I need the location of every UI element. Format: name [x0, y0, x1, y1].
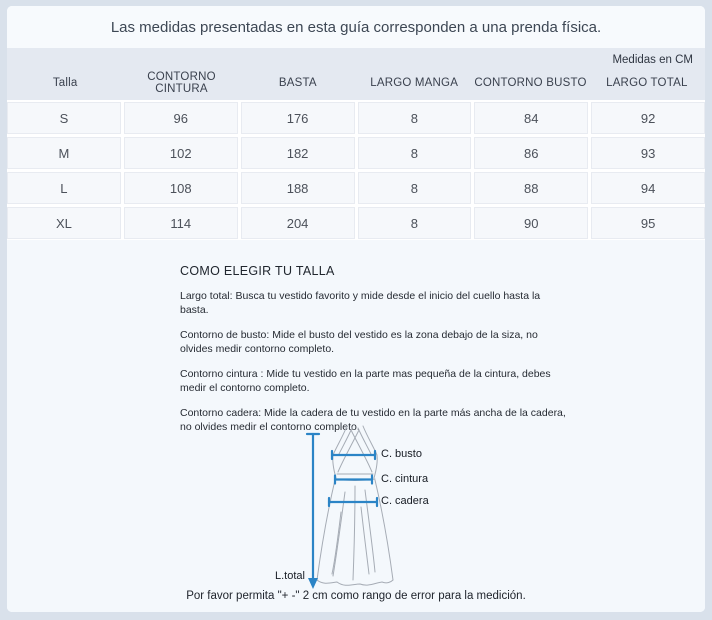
cell-manga: 8: [358, 137, 472, 169]
cell-manga: 8: [358, 207, 472, 239]
label-waist: C. cintura: [381, 473, 429, 485]
cell-total: 94: [591, 172, 705, 204]
cell-busto: 84: [474, 102, 588, 134]
cell-cintura: 108: [124, 172, 238, 204]
cell-manga: 8: [358, 102, 472, 134]
cell-cintura: 114: [124, 207, 238, 239]
label-bust: C. busto: [381, 448, 422, 460]
table-row-m: [7, 137, 705, 169]
how-to-section: [7, 240, 705, 612]
table-row-l: [7, 172, 705, 204]
paragraph-largo-total: Largo total: Busca tu vestido favorito y mide desde el inicio del cuello hasta la basta.: [180, 290, 541, 316]
dress-diagram: [275, 422, 465, 594]
cell-talla: XL: [7, 207, 121, 239]
table-row-s: [7, 102, 705, 134]
label-total-length: L.total: [275, 570, 305, 582]
guide-title: Las medidas presentadas en esta guía corresponden a una prenda física.: [110, 18, 602, 36]
cell-basta: 182: [241, 137, 355, 169]
cell-total: 93: [591, 137, 705, 169]
cell-talla: S: [7, 102, 121, 134]
column-header-largo-manga: LARGO MANGA: [370, 77, 459, 89]
title-band: [7, 6, 705, 48]
table-row-xl: [7, 207, 705, 239]
size-guide-panel: [7, 6, 705, 612]
paragraph-contorno-busto: Contorno de busto: Mide el busto del vestido es la zona debajo de la siza, no olvides medir contorno completo.: [180, 328, 538, 355]
cell-cintura: 96: [124, 102, 238, 134]
cell-talla: L: [7, 172, 121, 204]
table-header-band: [7, 48, 705, 100]
cell-basta: 204: [241, 207, 355, 239]
cell-total: 92: [591, 102, 705, 134]
measurement-arrows: [307, 434, 377, 580]
cell-basta: 188: [241, 172, 355, 204]
tolerance-footnote: Por favor permita "+ -" 2 cm como rango de error para la medición.: [186, 590, 526, 602]
cell-manga: 8: [358, 172, 472, 204]
column-header-contorno-busto: CONTORNO BUSTO: [474, 77, 587, 89]
column-headers: [7, 68, 705, 98]
dress-sketch-svg: [275, 422, 465, 594]
cell-busto: 88: [474, 172, 588, 204]
cell-busto: 90: [474, 207, 588, 239]
paragraph-contorno-cintura: Contorno cintura : Mide tu vestido en la parte mas pequeña de la cintura, debes medir el contorno completo.: [180, 367, 551, 394]
column-header-largo-total: LARGO TOTAL: [606, 77, 688, 89]
arrowhead-down-icon: [308, 578, 318, 589]
cell-busto: 86: [474, 137, 588, 169]
cell-talla: M: [7, 137, 121, 169]
column-header-talla: Talla: [52, 77, 78, 89]
label-hip: C. cadera: [381, 495, 429, 507]
paragraph-contorno-cadera: Contorno cadera: Mide la cadera de tu vestido en la parte más ancha de la cadera, no olvides medir el contorno completo.: [180, 406, 566, 433]
cell-total: 95: [591, 207, 705, 239]
unit-note: Medidas en CM: [612, 54, 693, 66]
size-table-body: [7, 100, 705, 240]
cell-cintura: 102: [124, 137, 238, 169]
column-header-basta: BASTA: [278, 77, 317, 89]
howto-heading: COMO ELEGIR TU TALLA: [180, 264, 335, 278]
column-header-contorno-cintura: CONTORNO CINTURA: [147, 71, 216, 95]
cell-basta: 176: [241, 102, 355, 134]
